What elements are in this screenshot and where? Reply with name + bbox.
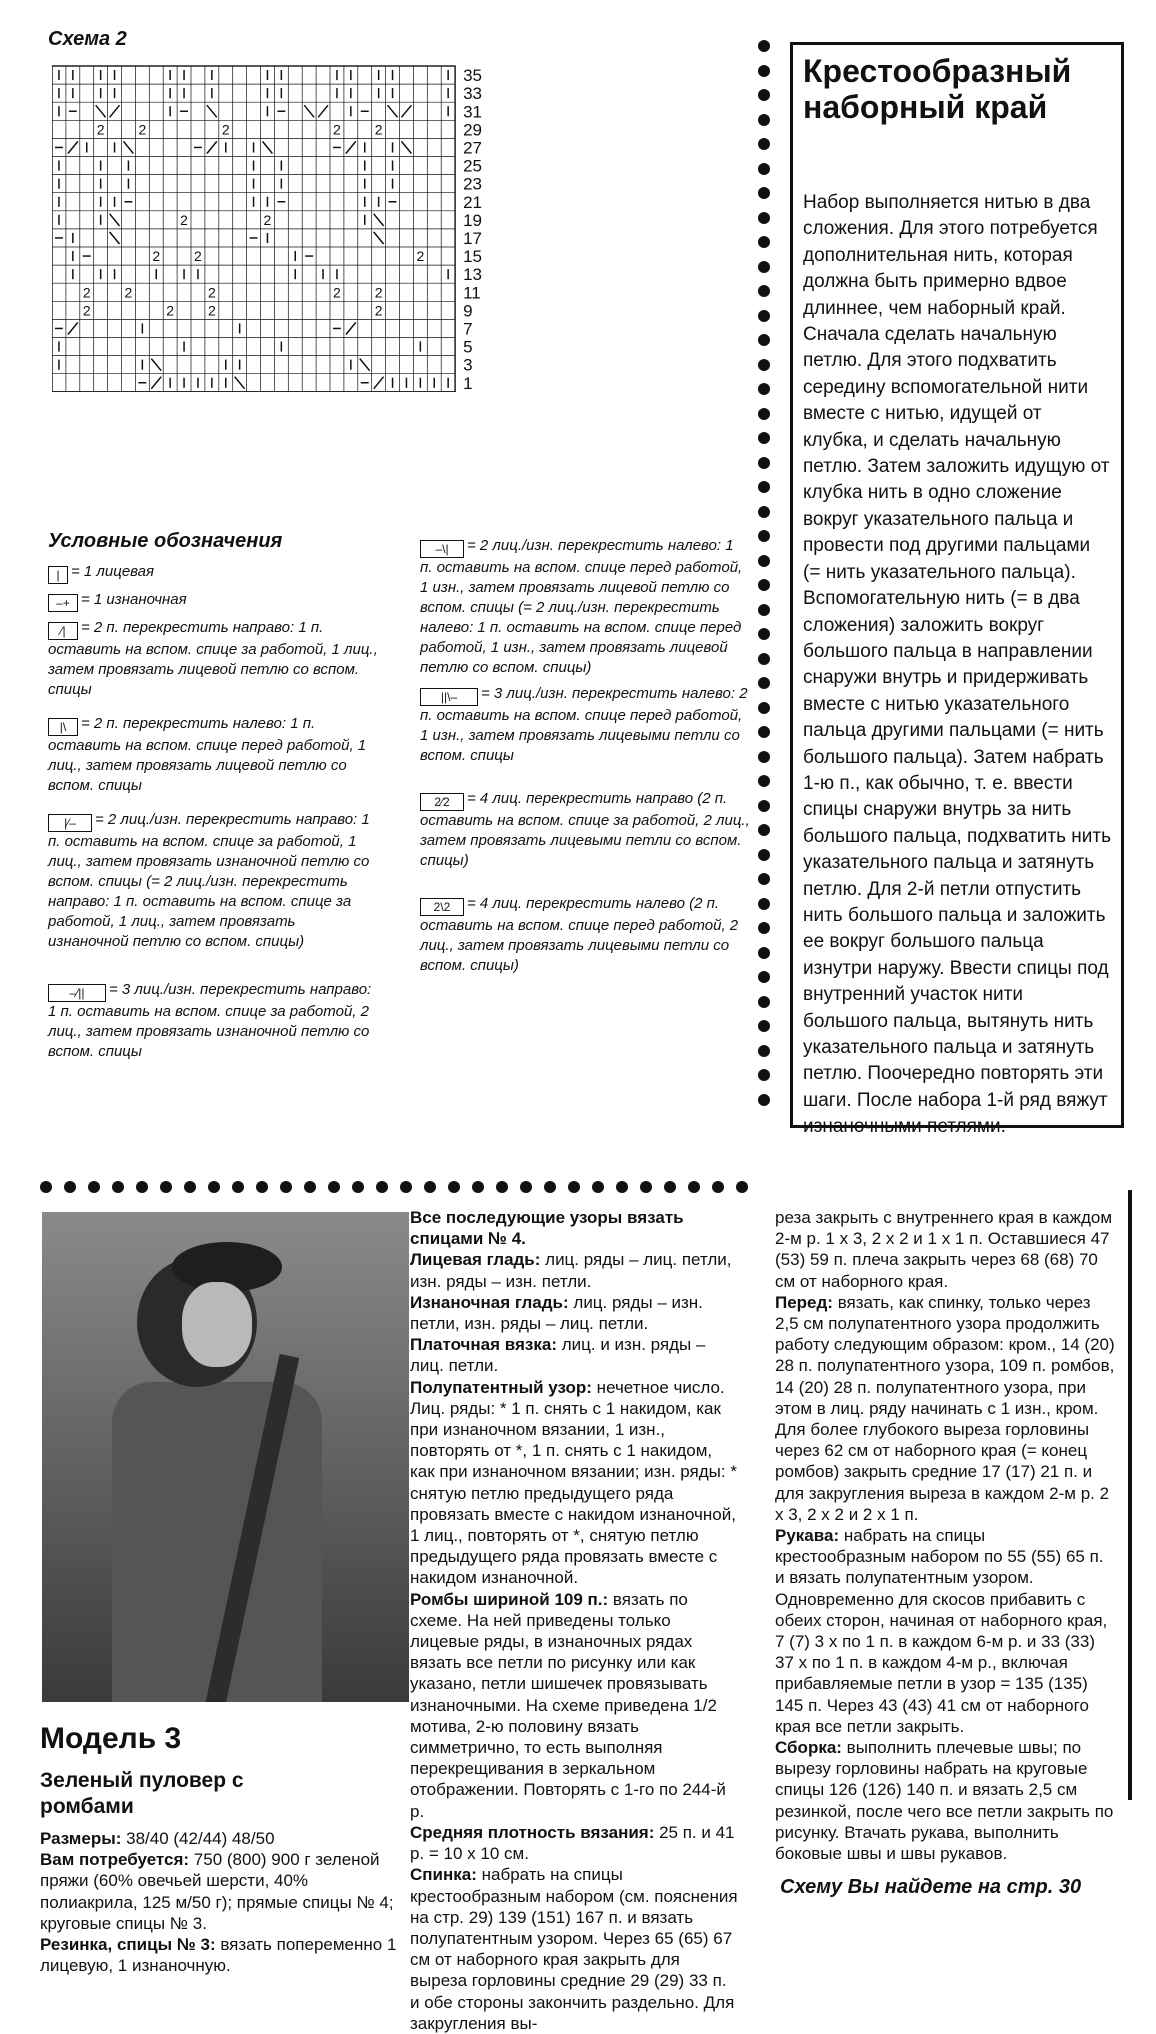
legend-symbol-icon: 2⁄2: [420, 793, 464, 811]
paragraph-text: 750 (800) 900 г зеленой пряжи (60% овечьей шерсти, 40% полиакрила, 125 м/50 г); прямые спицы № 4; круговые спицы № 3.: [40, 1850, 394, 1933]
chart-row-number: 29: [463, 120, 482, 140]
divider-dot: [88, 1181, 100, 1193]
divider-dot: [758, 506, 770, 518]
paragraph: [410, 1589, 740, 1822]
divider-dot: [758, 726, 770, 738]
legend-item: [48, 810, 378, 952]
chart-row-number: 33: [463, 84, 482, 104]
cast-on-info-box: [790, 42, 1124, 1138]
divider-dot: [758, 702, 770, 714]
legend-symbol-icon: –⁄||: [48, 984, 106, 1002]
paragraph: [40, 1828, 410, 1849]
chart-row-number: 35: [463, 66, 482, 86]
paragraph-text: лиц. ряды – лиц. петли, изн. ряды – изн. петли.: [410, 1250, 732, 1291]
legend-item: [420, 789, 750, 871]
chart-cable-mark: 2: [82, 302, 91, 319]
divider-dot: [304, 1181, 316, 1193]
divider-dot: [758, 1094, 770, 1106]
paragraph-heading: Средняя плотность вязания:: [410, 1822, 655, 1842]
paragraph-text: вязать по схеме. На ней приведены только лицевые ряды, в изнаночных рядах вязать все петли по рисунку или как указано, петли шишечек провязывать изнаночными. На схеме приведена 1/2 мотива, 2-ю половину вязать симметрично, то есть выполняя перекрещивания в зеркальном отображении. Повторять с 1-го по 244-й р.: [410, 1589, 726, 1821]
divider-dot: [160, 1181, 172, 1193]
divider-dot: [616, 1181, 628, 1193]
divider-dot: [736, 1181, 748, 1193]
divider-dot: [758, 114, 770, 126]
paragraph-heading: Спинка:: [410, 1865, 477, 1885]
divider-dot: [136, 1181, 148, 1193]
paragraph-text: вязать попеременно 1 лицевую, 1 изнаночную.: [40, 1935, 397, 1976]
divider-dot: [400, 1181, 412, 1193]
divider-dot: [758, 383, 770, 395]
paragraph: [775, 1737, 1115, 1864]
divider-dot: [758, 971, 770, 983]
text-column-1: [40, 1828, 410, 1976]
paragraph-heading: Размеры:: [40, 1829, 122, 1848]
legend-item: [48, 714, 378, 796]
chart-cable-mark: 2: [374, 284, 383, 301]
divider-dot: [688, 1181, 700, 1193]
paragraph: [40, 1934, 410, 1976]
divider-dot: [758, 285, 770, 297]
chart-row-number: 25: [463, 156, 482, 176]
legend-text: = 2 п. перекрестить налево: 1 п. оставить на вспом. спице перед работой, 1 лиц., затем провязать лицевой петлю со вспом. спицы: [48, 715, 367, 794]
model-subtitle: Зеленый пуловер с ромбами: [40, 1769, 244, 1818]
legend-item: [48, 590, 378, 612]
paragraph-text: реза закрыть с внутреннего края в каждом 2-м р. 1 х 3, 2 х 2 и 1 х 1 п. Оставшиеся 47 (53) 59 п. плеча закрыть через 68 (68) 70 см от наборного края.: [775, 1208, 1113, 1291]
chart-row-number: 11: [463, 283, 481, 303]
divider-dot: [758, 1045, 770, 1057]
divider-dot: [758, 212, 770, 224]
divider-dot: [758, 89, 770, 101]
divider-dot: [40, 1181, 52, 1193]
legend-item: [420, 684, 750, 766]
chart-row-number: 15: [463, 247, 482, 267]
legend-item: [420, 536, 750, 678]
divider-dot: [758, 40, 770, 52]
legend-symbol-icon: |: [48, 566, 68, 584]
divider-dot: [232, 1181, 244, 1193]
divider-dot: [758, 1069, 770, 1081]
paragraph: [775, 1525, 1115, 1737]
dotted-divider-vertical: [758, 40, 772, 1118]
divider-dot: [758, 1020, 770, 1032]
chart-cable-mark: 2: [333, 284, 341, 301]
legend-symbol-icon: 2\2: [420, 898, 464, 916]
dotted-divider-horizontal: [40, 1180, 760, 1194]
paragraph: [410, 1822, 740, 1864]
legend-item: [420, 894, 750, 976]
legend-text: = 2 п. перекрестить направо: 1 п. оставить на вспом. спице за работой, 1 лиц., затем провязать лицевой петлю со вспом. спицы: [48, 619, 378, 698]
divider-dot: [758, 849, 770, 861]
chart-row-number: 5: [463, 337, 473, 357]
divider-dot: [496, 1181, 508, 1193]
divider-dot: [758, 775, 770, 787]
chart-row-number: 3: [463, 355, 473, 375]
chart-cable-mark: 2: [416, 248, 425, 265]
paragraph: [410, 1864, 740, 2034]
legend-symbol-icon: |⁄–: [48, 814, 92, 832]
legend-text: = 2 лиц./изн. перекрестить направо: 1 п. оставить на вспом. спице за работой, 1 лиц., затем провязать изнаночной петлю со вспом. спицы (= 2 лиц./изн. перекрестить направо: 1 п. оставить на вспом. спице за работой, 1 лиц., затем провязать изнаночной петлю со вспом. спицы): [48, 811, 370, 950]
chart-row-number: 9: [463, 301, 473, 321]
divider-dot: [758, 996, 770, 1008]
legend-item: [48, 980, 378, 1062]
paragraph-heading: Изнаночная гладь:: [410, 1292, 569, 1312]
paragraph-heading: Лицевая гладь:: [410, 1250, 541, 1270]
divider-dot: [758, 530, 770, 542]
chart-cable-mark: 2: [333, 121, 341, 138]
paragraph-text: 25 п. и 41 р. = 10 х 10 см.: [410, 1822, 735, 1864]
paragraph: [775, 1292, 1115, 1525]
divider-dot: [758, 677, 770, 689]
chart-row-number: 7: [463, 319, 473, 339]
box-title: Крестообразный наборный край: [803, 53, 1072, 125]
legend-text: = 4 лиц. перекрестить налево (2 п. оставить на вспом. спице перед работой, 2 лиц., затем провязать лицевыми петли со вспом. спицы): [420, 895, 739, 974]
legend-symbol-icon: –+: [48, 594, 78, 612]
divider-dot: [758, 604, 770, 616]
legend-symbol-icon: –\|: [420, 540, 464, 558]
divider-dot: [758, 187, 770, 199]
legend-text: = 2 лиц./изн. перекрестить налево: 1 п. оставить на вспом. спице перед работой, 1 изн., затем провязать лицевой петлю со вспом. спицы (= 2 лиц./изн. перекрестить налево: 1 п. оставить на вспом. спице перед работой, 1 изн., затем провязать лицевой петлю со вспом. спицы): [420, 537, 743, 676]
divider-dot: [592, 1181, 604, 1193]
text-column-2: [410, 1207, 740, 2034]
paragraph: [410, 1249, 740, 1291]
page-edge-line: [1128, 1190, 1132, 1800]
model-title: Модель 3: [40, 1722, 182, 1755]
divider-dot: [758, 261, 770, 273]
chart-cable-mark: 2: [194, 248, 202, 265]
paragraph: [410, 1292, 740, 1334]
paragraph-heading: Сборка:: [775, 1738, 842, 1758]
paragraph-heading: Рукава:: [775, 1526, 840, 1546]
divider-dot: [208, 1181, 220, 1193]
paragraph: [410, 1207, 740, 1249]
paragraph-text: набрать на спицы крестообразным набором (см. пояснения на стр. 29) 139 (151) 167 п. и вязать полупатентным узором. Через 65 (65) 67 см от наборного края закрыть для выреза горловины средние 29 (29) 33 п. и обе стороны закончить раздельно. Для закругления вы-: [410, 1865, 738, 2033]
divider-dot: [758, 432, 770, 444]
divider-dot: [758, 579, 770, 591]
divider-dot: [758, 457, 770, 469]
divider-dot: [758, 873, 770, 885]
paragraph: [410, 1377, 740, 1589]
divider-dot: [520, 1181, 532, 1193]
divider-dot: [472, 1181, 484, 1193]
schema-reference: Схему Вы найдете на стр. 30: [780, 1876, 1082, 1898]
divider-dot: [758, 800, 770, 812]
divider-dot: [376, 1181, 388, 1193]
paragraph-heading: Резинка, спицы № 3:: [40, 1935, 216, 1955]
chart-cable-mark: 2: [374, 302, 383, 319]
divider-dot: [758, 236, 770, 248]
paragraph-text: 38/40 (42/44) 48/50: [121, 1829, 275, 1848]
divider-dot: [112, 1181, 124, 1193]
chart-row-number: 1: [463, 373, 473, 392]
chart-cable-mark: 2: [138, 121, 147, 138]
legend-text: = 3 лиц./изн. перекрестить направо: 1 п. оставить на вспом. спице за работой, 2 лиц., затем провязать изнаночной петлю со вспом. спицы: [48, 981, 372, 1060]
paragraph-heading: Вам потребуется:: [40, 1850, 190, 1870]
chart-row-number: 23: [463, 174, 482, 194]
chart-cable-mark: 2: [207, 284, 216, 301]
paragraph-heading: Ромбы шириной 109 п.:: [410, 1589, 609, 1609]
divider-dot: [280, 1181, 292, 1193]
paragraph-text: набрать на спицы крестообразным набором по 55 (55) 65 п. и вязать полупатентным узором. Одновременно для скосов прибавить с обеих сторон, начиная от наборного края, 7 (7) 3 х по 1 п. в каждом 6-м р. и 33 (33) 37 х по 1 п. в каждом 4-м р., включая прибавляемые петли в узор = 135 (135) 145 п. Через 43 (43) 41 см от наборного края все петли закрыть.: [775, 1526, 1108, 1736]
divider-dot: [758, 163, 770, 175]
box-text: Набор выполняется нитью в два сложения. Для этого потребуется дополнительная нить, которая должна быть примерно вдвое длиннее, чем наборный край. Сначала сделать начальную петлю. Для этого подхватить середину вспомогательной нити вместе с нитью, идущей от клубка, и сделать начальную петлю. Затем заложить идущую от клубка нить в одно сложение вокруг указательного пальца и провести под другими пальцами (= нить указательного пальца). Вспомогательную нить (= в два сложения) заложить вокруг большого пальца в направлении снаружи внутрь и придерживать вместе с нитью указательного пальца другими пальцами (= нить большого пальца). Затем набрать 1-ю п., как обычно, т. е. ввести спицы снаружи внутрь за нить большого пальца, подхватить нить указательного пальца и затянуть петлю. Для 2-й петли отпустить нить большого пальца и заложить ее вокруг большого пальца изнутри наружу. Ввести спицы под внутренний участок нити большого пальца, вытянуть нить указательного пальца и затянуть петлю. Поочередно повторять эти шаги. После набора 1-й ряд вяжут изнаночными петлями.: [803, 192, 1111, 1138]
chart-cable-mark: 2: [152, 248, 161, 265]
chart-cable-mark: 2: [96, 121, 105, 138]
divider-dot: [64, 1181, 76, 1193]
legend-symbol-icon: |\: [48, 718, 78, 736]
divider-dot: [568, 1181, 580, 1193]
chart-cable-mark: 2: [166, 302, 175, 319]
divider-dot: [664, 1181, 676, 1193]
legend-text: = 1 изнаночная: [81, 591, 187, 608]
model-photo: [42, 1212, 409, 1702]
text-column-3: [775, 1207, 1115, 1864]
legend-title: Условные обозначения: [48, 530, 283, 552]
divider-dot: [758, 408, 770, 420]
chart-row-number: 27: [463, 138, 482, 158]
divider-dot: [758, 310, 770, 322]
divider-dot: [184, 1181, 196, 1193]
divider-dot: [424, 1181, 436, 1193]
divider-dot: [758, 922, 770, 934]
chart-row-number: 31: [463, 102, 482, 122]
divider-dot: [758, 898, 770, 910]
knitting-chart: [52, 62, 482, 392]
legend-text: = 1 лицевая: [71, 563, 155, 580]
divider-dot: [328, 1181, 340, 1193]
chart-cable-mark: 2: [207, 302, 216, 319]
divider-dot: [758, 653, 770, 665]
divider-dot: [712, 1181, 724, 1193]
paragraph-text: нечетное число. Лиц. ряды: * 1 п. снять с 1 накидом, как при изнаночном вязании, 1 изн., повторять от *, 1 п. снять с 1 накидом, как при изнаночном вязании; изн. ряды: * снятую петлю предыдущего ряда провязать вместе с накидом изнаночной, 1 лиц., повторять от *, снятую петлю предыдущего ряда провязать вместе с накидом изнаночной.: [410, 1377, 737, 1588]
divider-dot: [256, 1181, 268, 1193]
chart-row-number: 19: [463, 210, 482, 230]
paragraph-heading: Перед:: [775, 1292, 833, 1312]
divider-dot: [640, 1181, 652, 1193]
paragraph: [40, 1849, 410, 1934]
divider-dot: [352, 1181, 364, 1193]
legend-text: = 4 лиц. перекрестить направо (2 п. оставить на вспом. спице за работой, 2 лиц., затем провязать лицевыми петли со вспом. спицы): [420, 790, 750, 869]
divider-dot: [758, 824, 770, 836]
divider-dot: [758, 359, 770, 371]
chart-cable-mark: 2: [374, 121, 383, 138]
divider-dot: [758, 947, 770, 959]
divider-dot: [448, 1181, 460, 1193]
paragraph: [410, 1334, 740, 1376]
paragraph-text: лиц. ряды – изн. петли, изн. ряды – лиц. петли.: [410, 1292, 703, 1334]
chart-cable-mark: 2: [263, 211, 272, 228]
legend-symbol-icon: ||\–: [420, 688, 478, 706]
chart-row-number: 13: [463, 265, 482, 285]
divider-dot: [758, 138, 770, 150]
paragraph-text: вязать, как спинку, только через 2,5 см полупатентного узора продолжить работу следующим образом: кром., 14 (20) 28 п. полупатентного узора, 109 п. ромбов, 14 (20) 28 п. полупатентного узора, при этом в лиц. ряду начинать с 1 изн., кром. Для более глубокого выреза горловины через 62 см от наборного края (= конец ромбов) закрыть средние 17 (17) 21 п. и для закругления выреза в каждом 2-м р. 2 х 3, 2 х 2 и 2 х 1 п.: [775, 1292, 1115, 1524]
divider-dot: [758, 628, 770, 640]
divider-dot: [758, 751, 770, 763]
legend-text: = 3 лиц./изн. перекрестить налево: 2 п. оставить на вспом. спице перед работой, 1 изн., затем провязать лицевыми петли со вспом. спицы: [420, 685, 748, 764]
paragraph-text: лиц. и изн. ряды – лиц. петли.: [410, 1335, 706, 1376]
paragraph-heading: Все последующие узоры вязать спицами № 4.: [410, 1208, 684, 1249]
legend-item: [48, 618, 378, 700]
paragraph-heading: Полупатентный узор:: [410, 1377, 592, 1397]
divider-dot: [758, 481, 770, 493]
chart-cable-mark: 2: [82, 284, 91, 301]
divider-dot: [758, 65, 770, 77]
legend-item: [48, 562, 378, 584]
paragraph-text: выполнить плечевые швы; по вырезу горловины набрать на круговые спицы 126 (126) 140 п. и вязать 2,5 см резинкой, после чего все петли закрыть по рисунку. Втачать рукава, выполнить боковые швы и швы рукавов.: [775, 1738, 1114, 1864]
paragraph-heading: Платочная вязка:: [410, 1335, 557, 1355]
paragraph: [775, 1207, 1115, 1292]
divider-dot: [758, 555, 770, 567]
chart-row-number: 17: [463, 229, 482, 248]
scheme-title: Схема 2: [48, 28, 127, 50]
chart-cable-mark: 2: [124, 284, 133, 301]
chart-cable-mark: 2: [180, 211, 188, 228]
legend-symbol-icon: ⁄|: [48, 622, 78, 640]
chart-row-number: 21: [463, 192, 482, 212]
divider-dot: [758, 334, 770, 346]
divider-dot: [544, 1181, 556, 1193]
photo-face: [182, 1282, 252, 1367]
chart-cable-mark: 2: [221, 121, 230, 138]
